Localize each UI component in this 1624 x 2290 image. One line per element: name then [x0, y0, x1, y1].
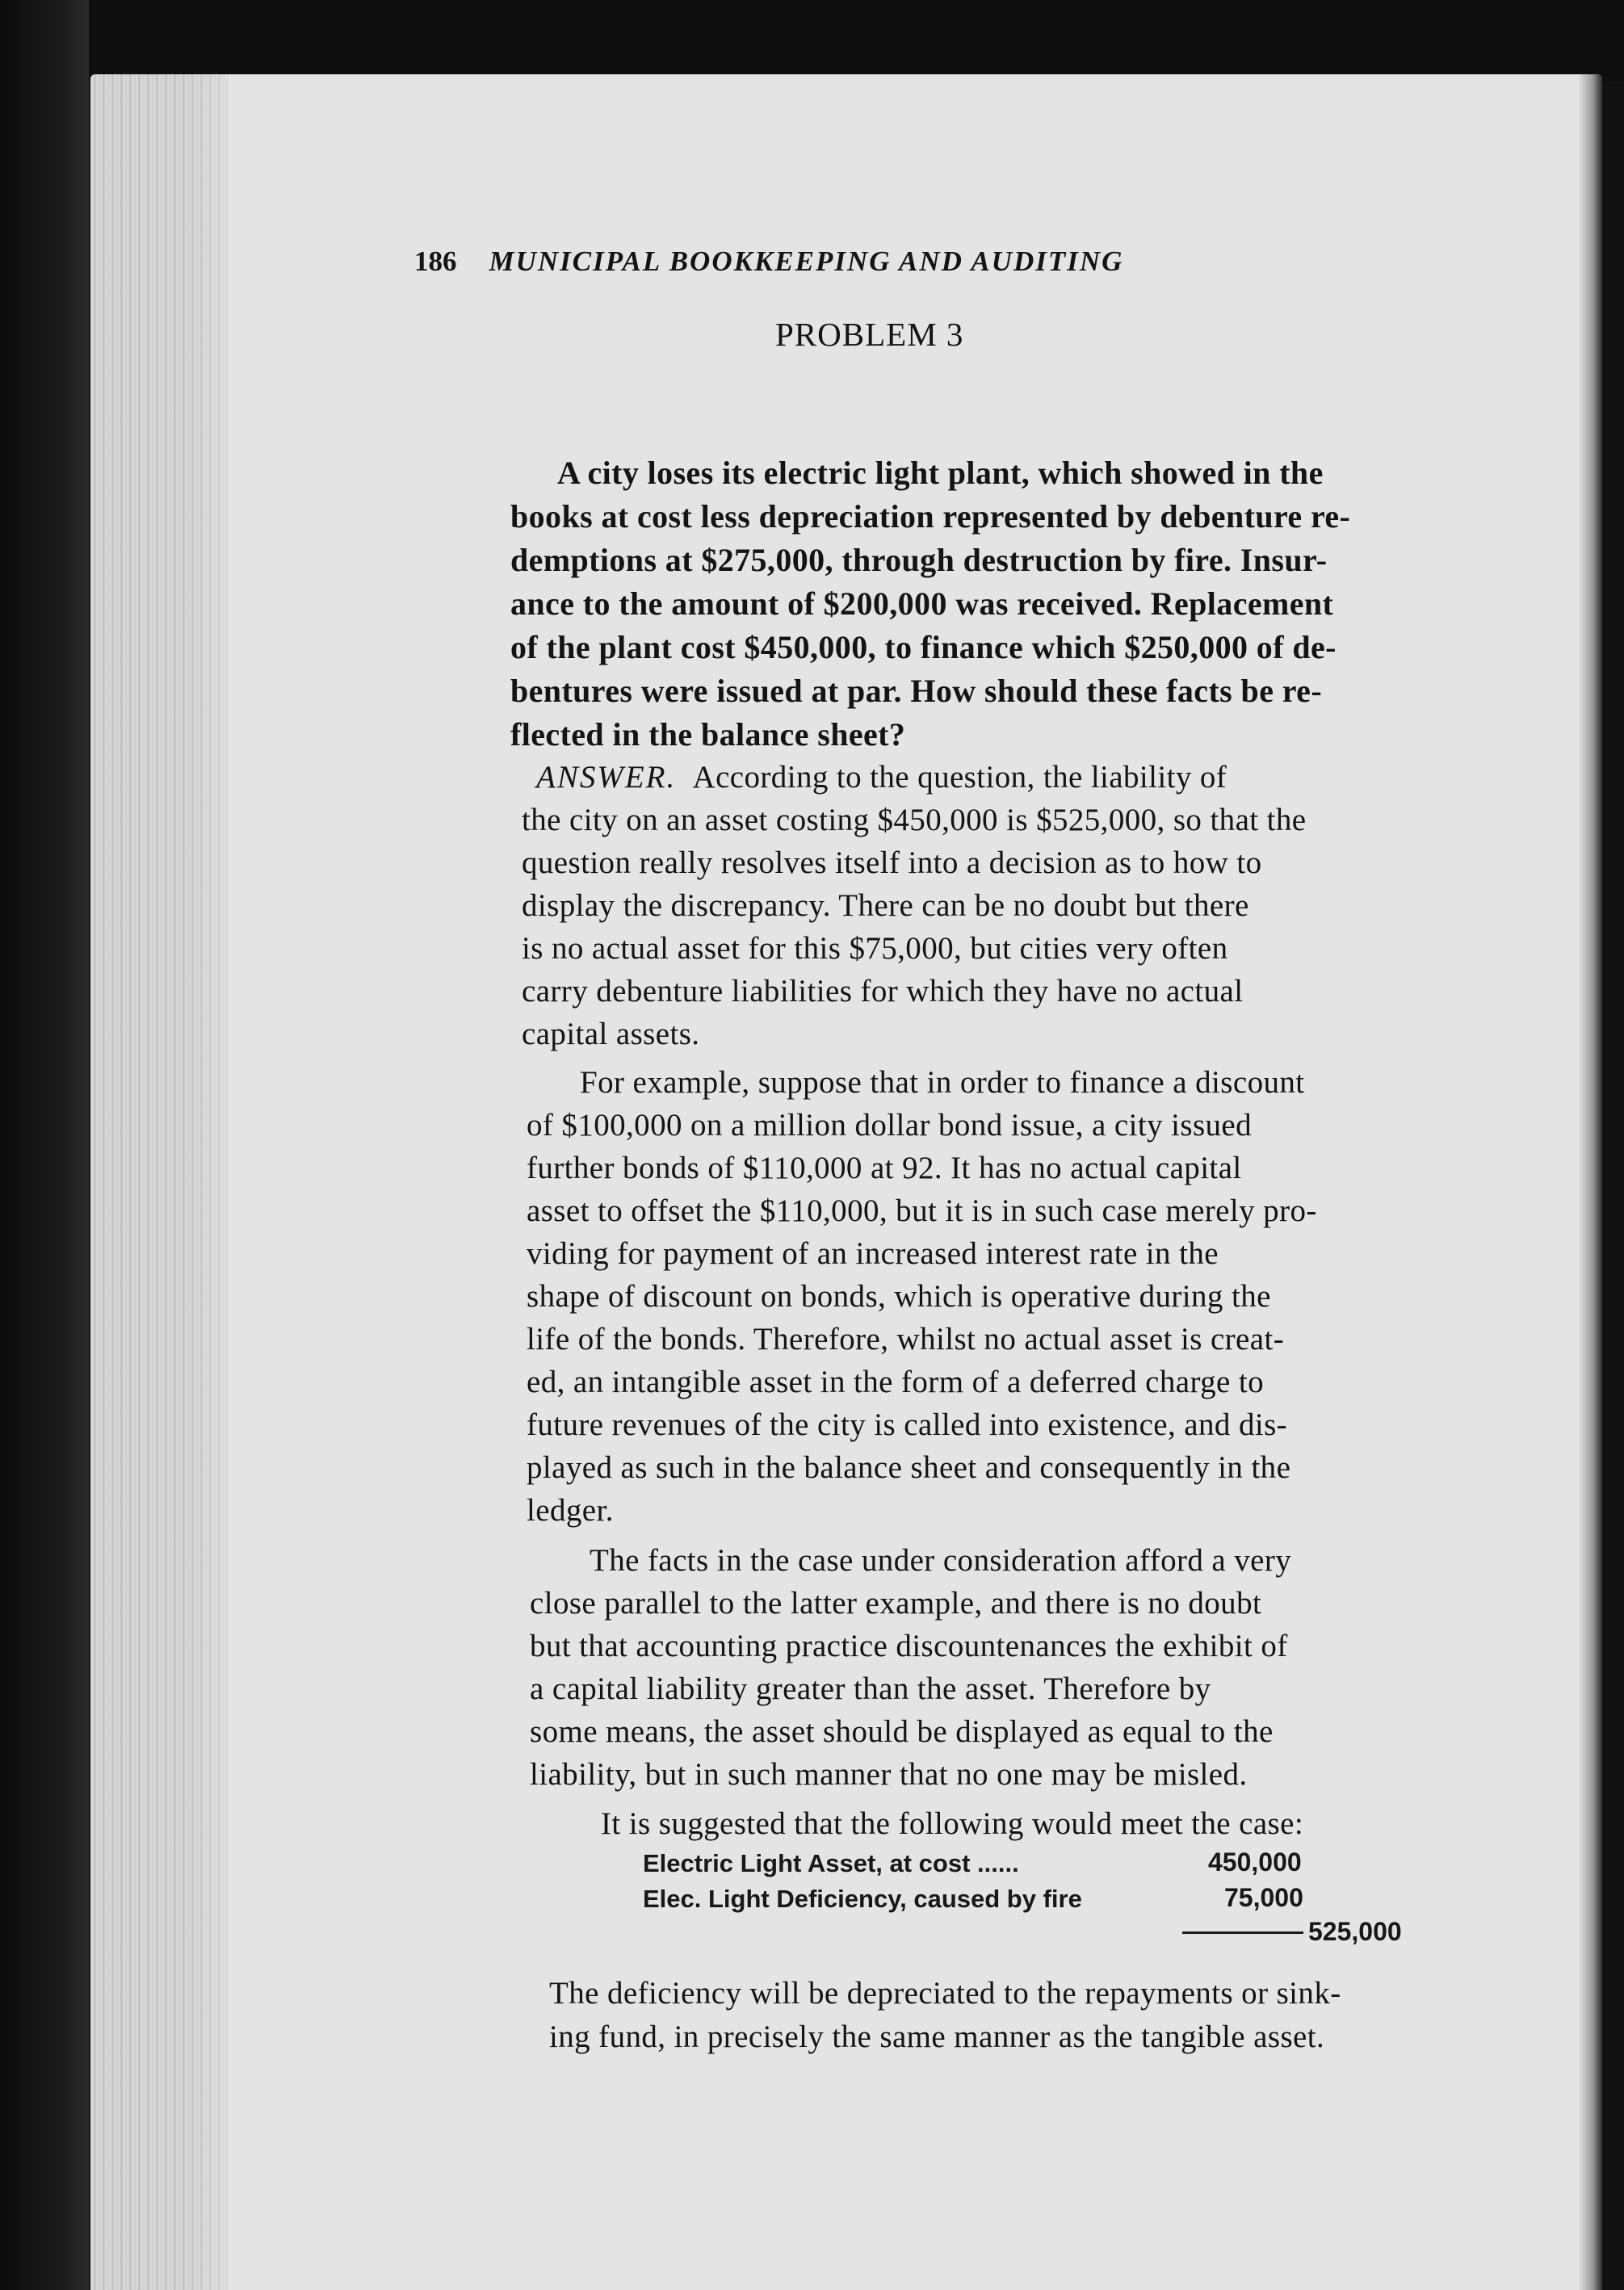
example-line: future revenues of the city is called into existence, and dis- [527, 1407, 1288, 1442]
answer-first-line-text: According to the question, the liability of [692, 760, 1227, 795]
ledger-total: 525,000 [1308, 1917, 1402, 1946]
answer-first-line [536, 759, 1227, 795]
answer-line: question really resolves itself into a decision as to how to [522, 845, 1262, 880]
answer-line: capital assets. [522, 1017, 700, 1051]
question-line: ance to the amount of $200,000 was received. Replacement [510, 585, 1334, 622]
facts-line: close parallel to the latter example, and there is no doubt [530, 1586, 1262, 1621]
example-line: viding for payment of an increased interest rate in the [527, 1236, 1219, 1271]
facts-line: some means, the asset should be displayed as equal to the [530, 1714, 1274, 1749]
ledger-entry-amount: 450,000 [1208, 1848, 1302, 1877]
answer-line: is no actual asset for this $75,000, but cities very often [522, 931, 1228, 966]
facts-line: but that accounting practice discountenances the exhibit of [530, 1629, 1288, 1663]
question-line: demptions at $275,000, through destruction by fire. Insur- [510, 542, 1328, 578]
ledger-entry-label: Electric Light Asset, at cost ...... [643, 1849, 1019, 1877]
total-rule [1182, 1931, 1303, 1934]
running-head [414, 245, 1123, 278]
answer-label: ANSWER. [536, 760, 677, 795]
answer-line: carry debenture liabilities for which they have no actual [522, 974, 1244, 1009]
example-line: of $100,000 on a million dollar bond issue, a city issued [527, 1108, 1253, 1143]
closing-line: The deficiency will be depreciated to the repayments or sink- [549, 1976, 1341, 2011]
example-line: ledger. [527, 1493, 614, 1528]
question-line: flected in the balance sheet? [510, 716, 906, 753]
book-title: MUNICIPAL BOOKKEEPING AND AUDITING [489, 245, 1124, 277]
page-right-shadow [1578, 74, 1602, 2290]
page-number: 186 [414, 245, 457, 277]
ledger-entry-label: Elec. Light Deficiency, caused by fire [643, 1885, 1082, 1913]
question-line: A city loses its electric light plant, which showed in the [557, 455, 1324, 491]
facts-line: liability, but in such manner that no one may be misled. [530, 1757, 1248, 1792]
answer-line: the city on an asset costing $450,000 is $525,000, so that the [522, 803, 1307, 837]
example-line: life of the bonds. Therefore, whilst no actual asset is creat- [527, 1322, 1285, 1357]
question-line: bentures were issued at par. How should these facts be re- [510, 673, 1323, 709]
dark-background-left [0, 0, 89, 2290]
suggestion-line: It is suggested that the following would meet the case: [601, 1806, 1304, 1841]
facts-line: a capital liability greater than the asset. Therefore by [530, 1671, 1211, 1706]
ledger-entry-amount: 75,000 [1224, 1883, 1303, 1912]
question-line: of the plant cost $450,000, to finance which $250,000 of de- [510, 629, 1337, 665]
example-line: further bonds of $110,000 at 92. It has no actual capital [527, 1151, 1242, 1185]
example-line: For example, suppose that in order to finance a discount [580, 1065, 1305, 1100]
example-line: played as such in the balance sheet and consequently in the [527, 1450, 1291, 1485]
dark-background-top [0, 0, 1624, 81]
example-line: shape of discount on bonds, which is operative during the [527, 1279, 1271, 1314]
example-line: asset to offset the $110,000, but it is in such case merely pro- [527, 1193, 1317, 1228]
problem-heading: PROBLEM 3 [775, 316, 964, 353]
answer-line: display the discrepancy. There can be no doubt but there [522, 888, 1249, 923]
facts-line: The facts in the case under consideration afford a very [590, 1543, 1292, 1578]
question-line: books at cost less depreciation represented by debenture re- [510, 498, 1351, 535]
page-edge-fade [187, 74, 268, 2290]
example-line: ed, an intangible asset in the form of a deferred charge to [527, 1365, 1265, 1399]
closing-line: ing fund, in precisely the same manner as the tangible asset. [549, 2019, 1325, 2054]
